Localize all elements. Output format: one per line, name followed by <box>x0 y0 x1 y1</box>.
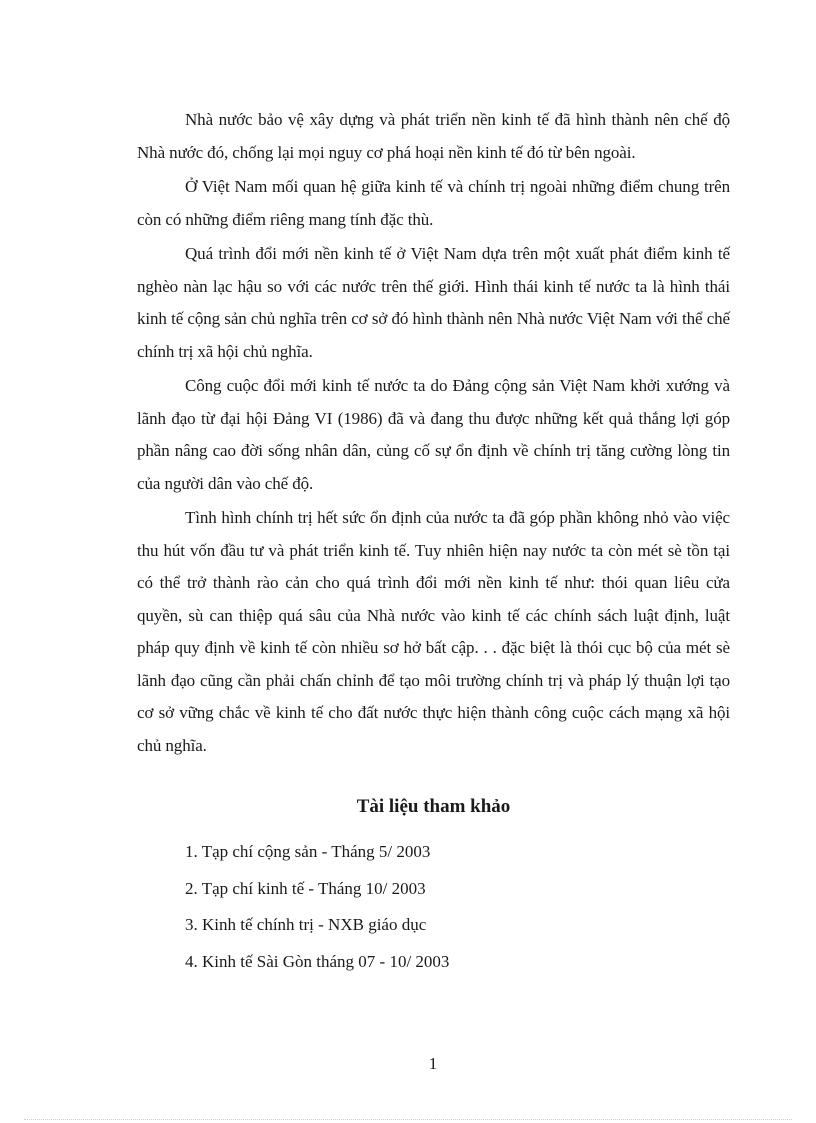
references-title: Tài liệu tham khảo <box>356 796 511 817</box>
paragraph-4: Công cuộc đổi mới kinh tế nước ta do Đảng cộng sản Việt Nam khởi xướng và lãnh đạo từ đại hội Đảng VI (1986) đã và đang thu được những kết quả thắng lợi góp phần nâng cao đời sống nhân dân, củng cố sự ổn định về chính trị tăng cường lòng tin của người dân vào chế độ. <box>137 376 730 493</box>
paragraph-2: Ở Việt Nam mối quan hệ giữa kinh tế và chính trị ngoài những điểm chung trên còn có những điểm riêng mang tính đặc thù. <box>137 177 730 229</box>
page-bottom-divider <box>24 1119 792 1120</box>
references-list <box>137 834 730 980</box>
page-number: 1 <box>428 1054 438 1073</box>
paragraph-1: Nhà nước bảo vệ xây dựng và phát triển nền kinh tế đã hình thành nên chế độ Nhà nước đó, chống lại mọi nguy cơ phá hoại nền kinh tế đó từ bên ngoài. <box>137 110 730 162</box>
document-page <box>137 104 730 980</box>
reference-item: 2. Tạp chí kinh tế - Tháng 10/ 2003 <box>185 878 426 898</box>
paragraph-3: Quá trình đổi mới nền kinh tế ở Việt Nam dựa trên một xuất phát điểm kinh tế nghèo nàn lạc hậu so với các nước trên thế giới. Hình thái kinh tế nước ta là hình thái kinh tế cộng sản chủ nghĩa trên cơ sở đó hình thành nên Nhà nước Việt Nam với thể chế chính trị xã hội chủ nghĩa. <box>137 244 730 361</box>
reference-item: 3. Kinh tế chính trị - NXB giáo dục <box>185 915 427 934</box>
reference-item: 4. Kinh tế Sài Gòn tháng 07 - 10/ 2003 <box>185 951 450 971</box>
paragraph-5: Tình hình chính trị hết sức ổn định của nước ta đã góp phần không nhỏ vào việc thu hút vốn đầu tư và phát triển kinh tế. Tuy nhiên hiện nay nước ta còn mét sè tồn tại có thể trở thành rào cản cho quá trình đổi mới nền kinh tế như: thói quan liêu cửa quyền, sù can thiệp quá sâu của Nhà nước vào kinh tế các chính sách luật định, luật pháp quy định về kinh tế còn nhiều sơ hở bất cập. . . đặc biệt là thói cục bộ của mét sè lãnh đạo cũng cần phải chấn chỉnh để tạo môi trường chính trị và pháp lý thuận lợi tạo cơ sở vững chắc về kinh tế cho đất nước thực hiện thành công cuộc cách mạng xã hội chủ nghĩa. <box>137 508 730 755</box>
reference-item: 1. Tạp chí cộng sản - Tháng 5/ 2003 <box>185 842 431 861</box>
